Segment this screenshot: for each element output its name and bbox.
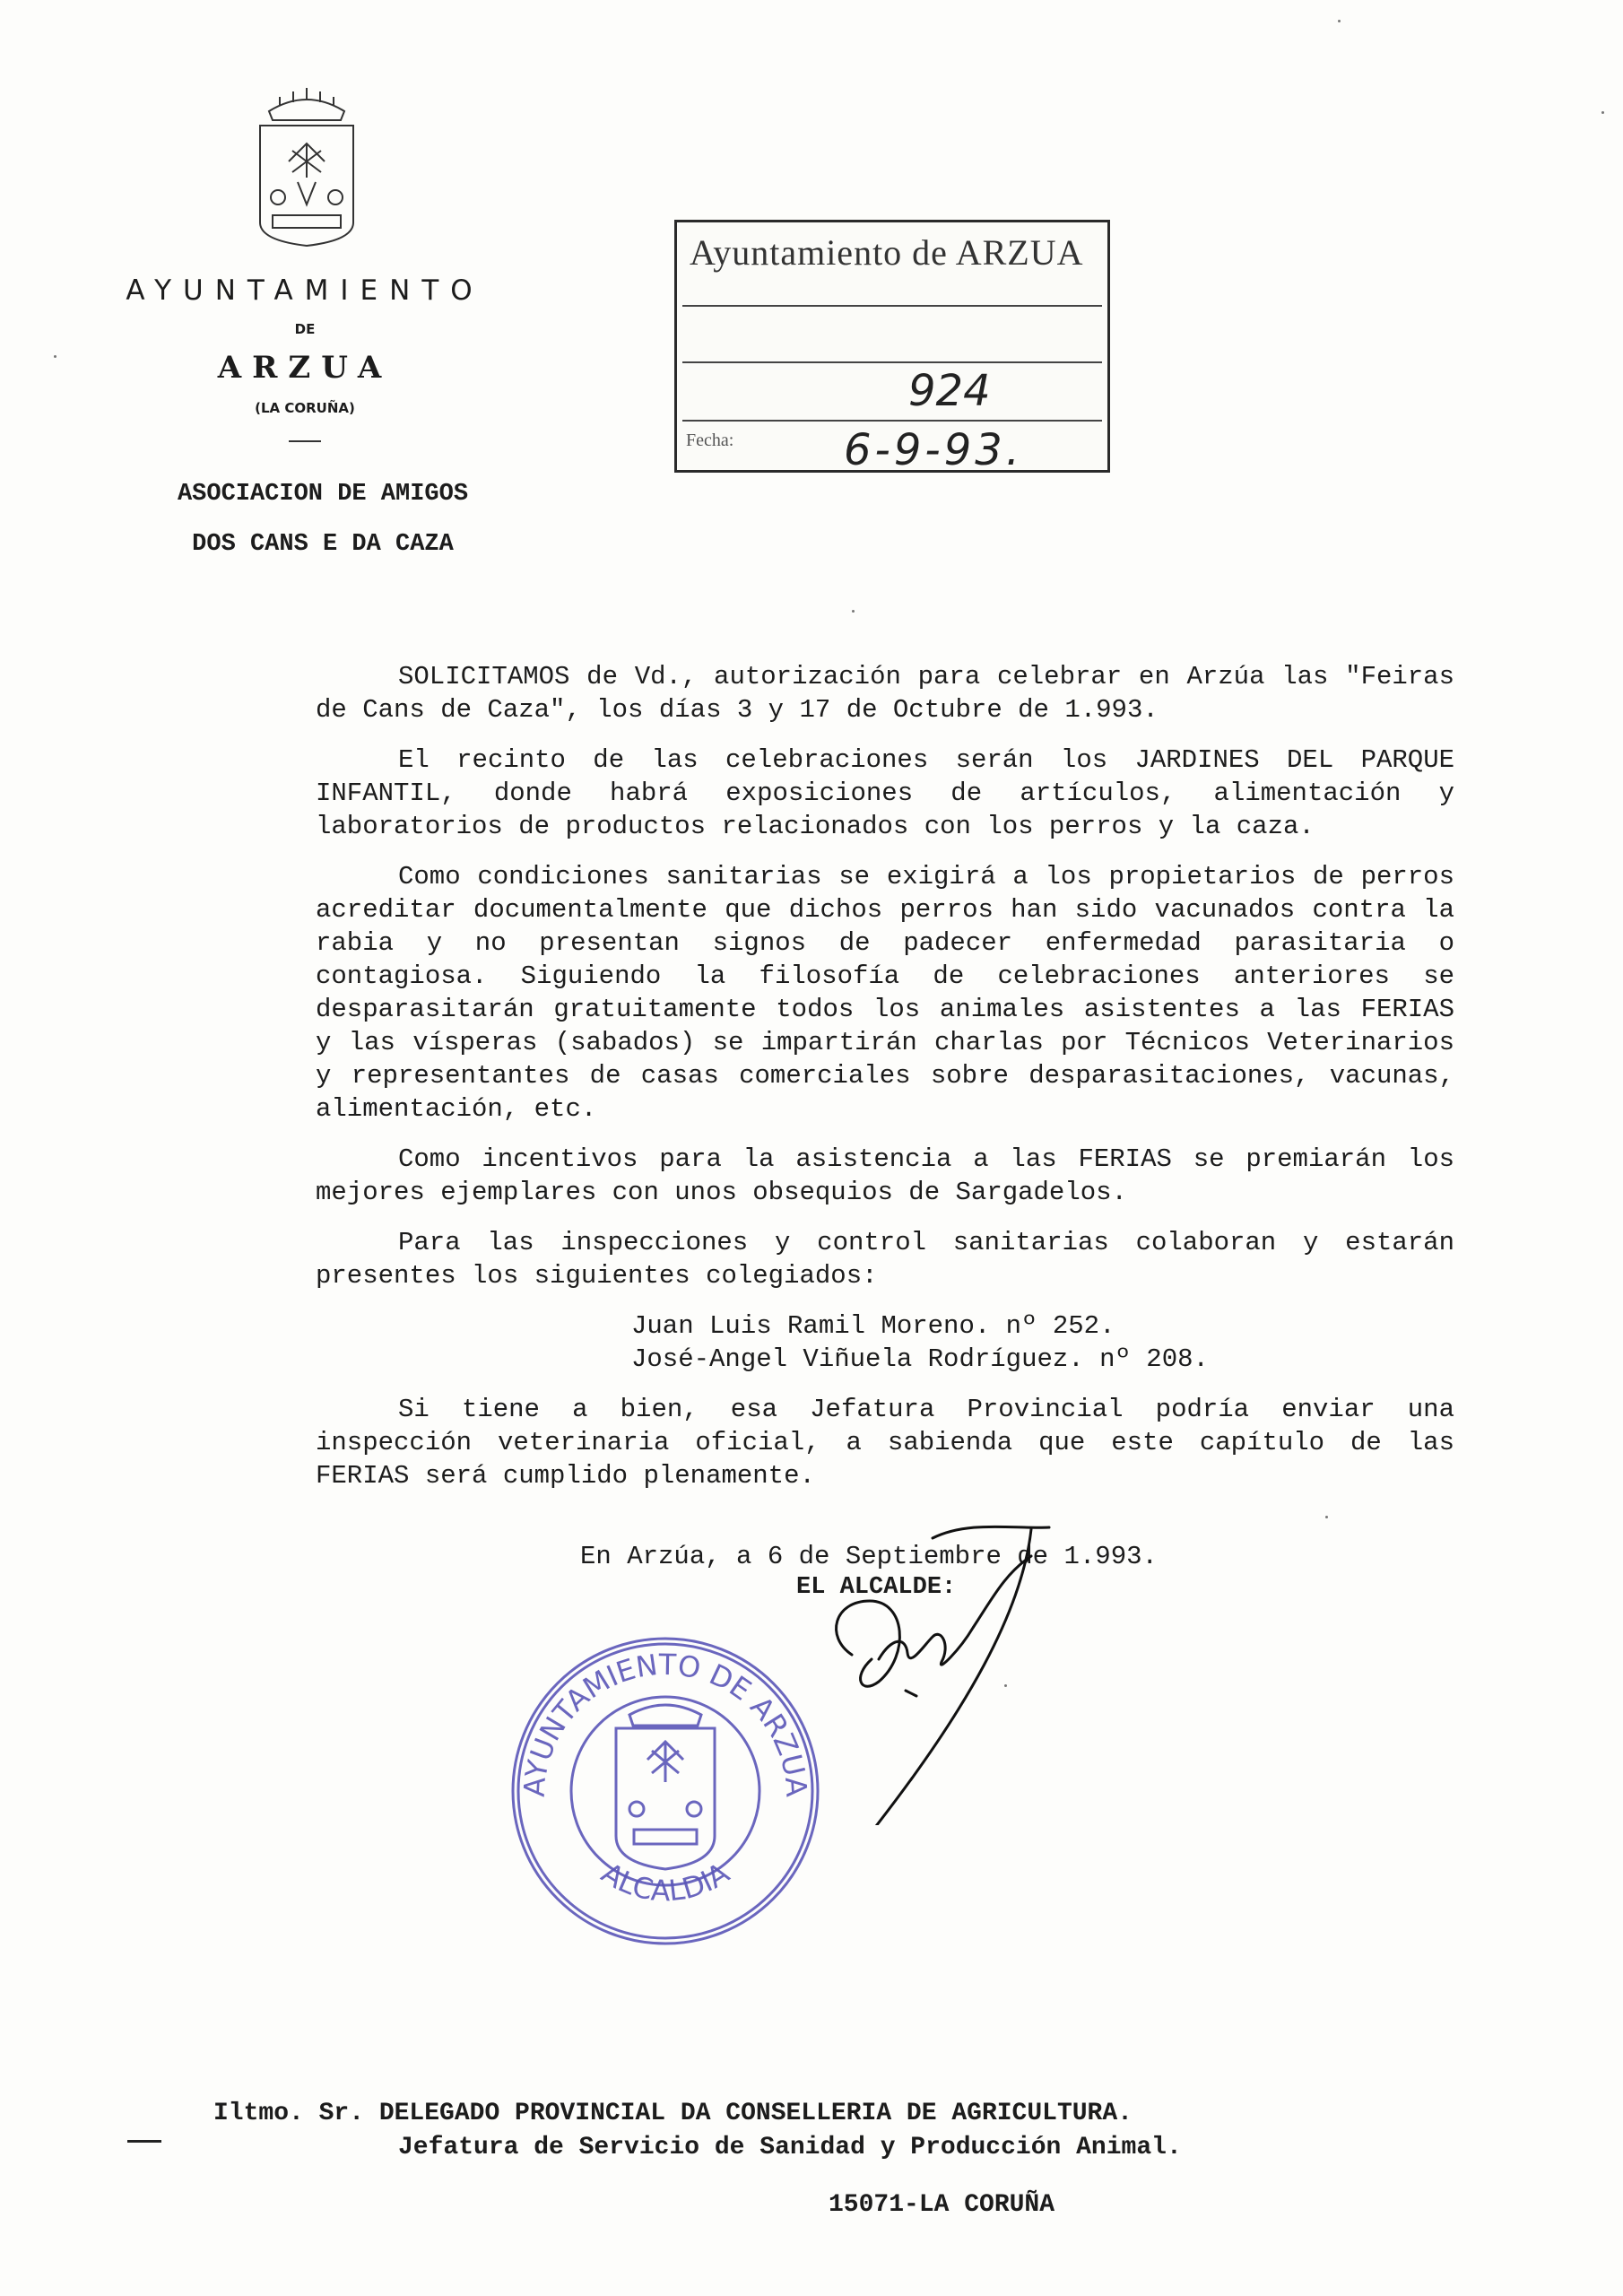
paragraph <box>316 860 1454 1126</box>
municipal-crest-logo <box>253 79 360 249</box>
paragraph <box>316 1143 1454 1209</box>
registry-stamp-rule <box>682 361 1102 363</box>
signatory-role: EL ALCALDE: <box>796 1574 957 1601</box>
registry-stamp-rule <box>682 420 1102 422</box>
association-name-line1: ASOCIACION DE AMIGOS <box>177 481 469 508</box>
paragraph <box>316 660 1454 726</box>
letterhead-divider <box>289 440 321 442</box>
svg-text:ALCALDIA <box>595 1856 735 1908</box>
colegiados-list <box>631 1309 1454 1376</box>
registry-stamp <box>674 220 1110 473</box>
registry-number: 924 <box>908 366 991 416</box>
addressee-postal: 15071-LA CORUÑA <box>829 2191 1055 2219</box>
paragraph <box>316 1393 1454 1492</box>
association-name-line2: DOS CANS E DA CAZA <box>192 531 454 558</box>
municipality-de: DE <box>294 321 316 337</box>
paragraph <box>316 1226 1454 1292</box>
mayor-signature <box>816 1502 1139 1825</box>
addressee-dash <box>127 2140 161 2143</box>
paragraph-text: Como condiciones sanitarias se exigirá a los propietarios de perros acreditar documentalmente que dichos perros han sido vacunados contra la rabia y no presentan signos de padecer enfermedad parasitaria o contagiosa. Siguiendo la filosofía de celebraciones anteriores se desparasitarán gratuitamente todos los animales asistentes a las FERIAS y las vísperas (sabados) se impartirán charlas por Técnicos Veterinarios y representantes de casas comerciales sobre desparasitaciones, vacunas, alimentación, etc. <box>316 862 1454 1124</box>
province-name: (LA CORUÑA) <box>255 400 355 416</box>
seal-top-text: AYUNTAMIENTO DE ARZUA <box>516 1647 814 1798</box>
paragraph-text: Si tiene a bien, esa Jefatura Provincial podría enviar una inspección veterinaria oficial, a sabienda que este capítulo de las FERIAS será cumplido plenamente. <box>316 1395 1454 1491</box>
paragraph-text: SOLICITAMOS de Vd., autorización para celebrar en Arzúa las "Feiras de Cans de Caza", los días 3 y 17 de Octubre de 1.993. <box>316 662 1454 725</box>
seal-bottom-text: ALCALDIA <box>595 1856 735 1909</box>
registry-date-label: Fecha: <box>686 430 734 450</box>
registry-stamp-title: Ayuntamiento de ARZUA <box>690 232 1084 273</box>
addressee-line1: Iltmo. Sr. DELEGADO PROVINCIAL DA CONSELLERIA DE AGRICULTURA. <box>213 2100 1133 2127</box>
paragraph-text: Para las inspecciones y control sanitarias colaboran y estarán presentes los siguientes colegiados: <box>316 1228 1454 1291</box>
addressee-line2: Jefatura de Servicio de Sanidad y Producción Animal. <box>398 2134 1182 2161</box>
registry-date: 6-9-93. <box>844 425 1024 475</box>
paragraph-text: El recinto de las celebraciones serán los JARDINES DEL PARQUE INFANTIL, donde habrá exposiciones de artículos, alimentación y laboratorios de productos relacionados con los perros y la caza. <box>316 745 1454 841</box>
paragraph <box>316 744 1454 843</box>
paragraph-text: Como incentivos para la asistencia a las FERIAS se premiarán los mejores ejemplares con unos obsequios de Sargadelos. <box>316 1144 1454 1207</box>
municipality-heading: AYUNTAMIENTO <box>126 274 484 307</box>
colegiado-item: José-Angel Viñuela Rodríguez. nº 208. <box>631 1344 1209 1374</box>
place-and-date: En Arzúa, a 6 de Septiembre de 1.993. <box>580 1542 1158 1571</box>
colegiado-item: Juan Luis Ramil Moreno. nº 252. <box>631 1311 1115 1341</box>
registry-stamp-rule <box>682 305 1102 307</box>
alcaldia-seal <box>495 1625 836 1957</box>
letter-body <box>316 660 1454 1509</box>
town-name: ARZUA <box>217 350 393 386</box>
